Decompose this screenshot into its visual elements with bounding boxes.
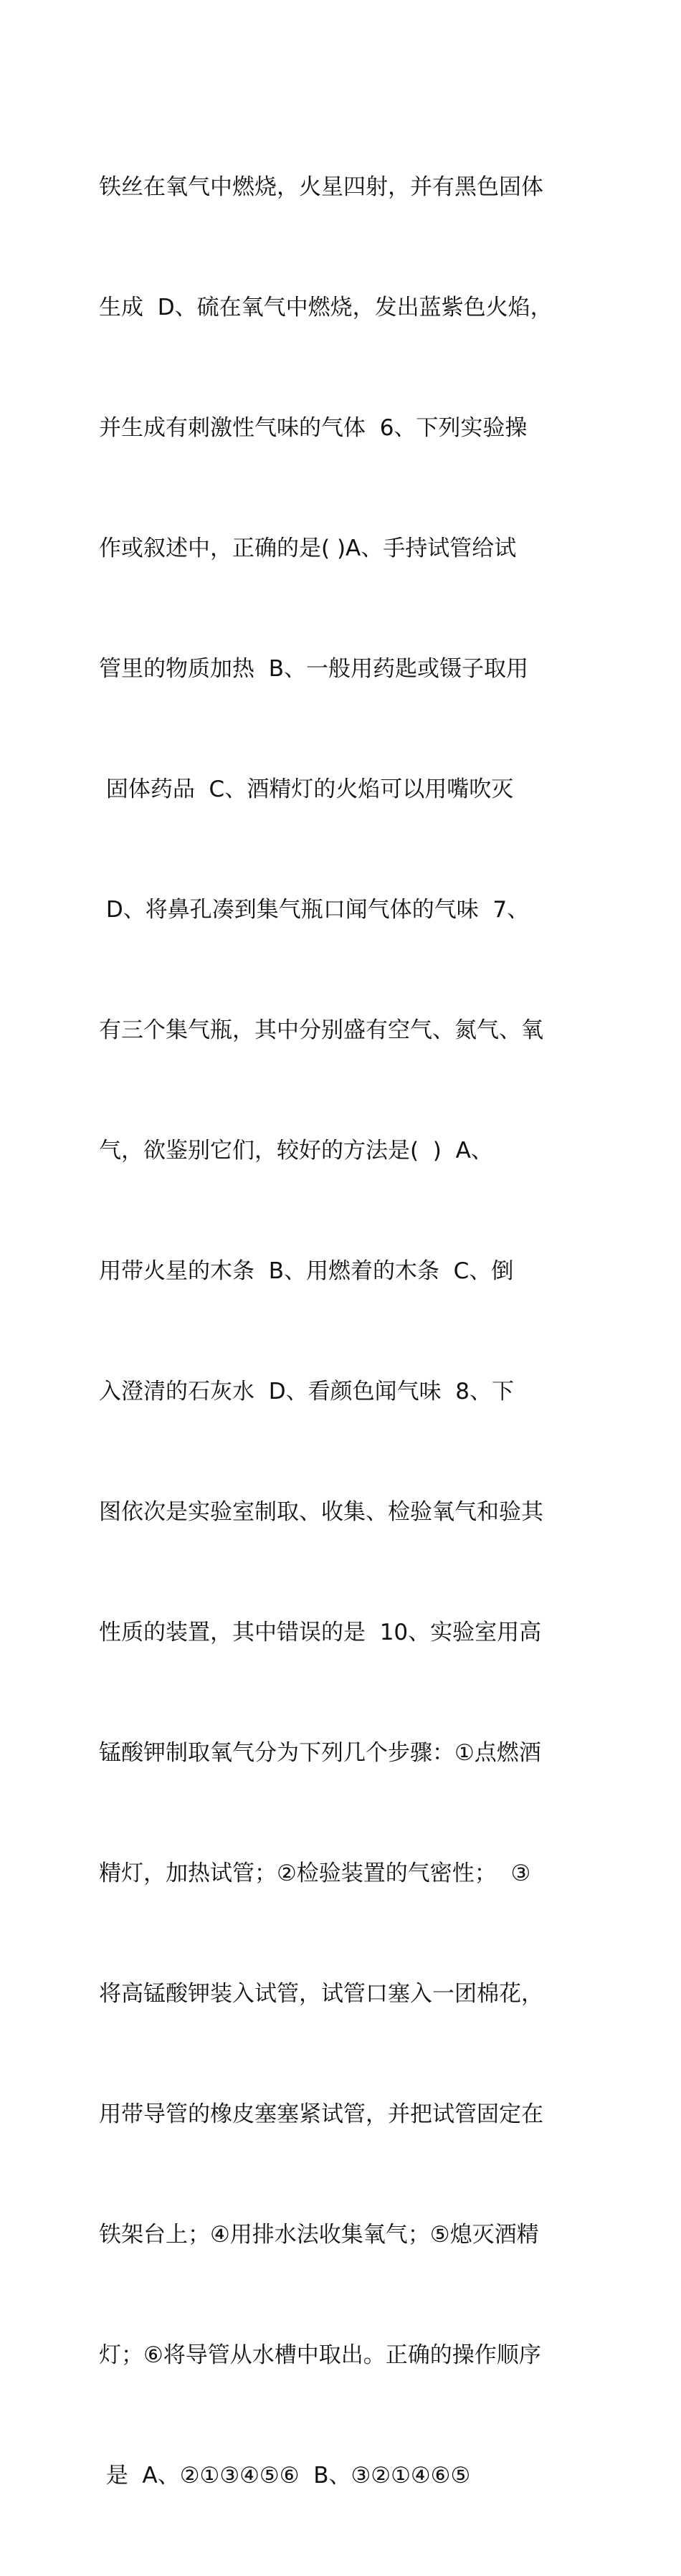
text-line: 气，欲鉴别它们，较好的方法是( ) A、: [99, 1138, 493, 1164]
text-line: 生成 D、硫在氧气中燃烧，发出蓝紫色火焰，: [99, 295, 553, 320]
text-line: 是 A、②①③④⑤⑥ B、③②①④⑥⑤: [99, 2463, 471, 2489]
document-body-text: [99, 87, 594, 2576]
text-line: 铁架台上；④用排水法收集氧气；⑤熄灭酒精: [99, 2222, 539, 2248]
text-line: 管里的物质加热 B、一般用药匙或镊子取用: [99, 656, 528, 682]
text-line: 并生成有刺激性气味的气体 6、下列实验操: [99, 415, 528, 441]
text-line: 入澄清的石灰水 D、看颜色闻气味 8、下: [99, 1379, 515, 1405]
text-line: 固体药品 C、酒精灯的火焰可以用嘴吹灭: [99, 776, 514, 802]
text-line: 有三个集气瓶，其中分别盛有空气、氮气、氧: [99, 1017, 543, 1043]
text-line: 将高锰酸钾装入试管，试管口塞入一团棉花，: [99, 1981, 543, 2007]
text-line: 锰酸钾制取氧气分为下列几个步骤：①点燃酒: [99, 1740, 541, 1766]
text-line: 用带导管的橡皮塞塞紧试管，并把试管固定在: [99, 2101, 543, 2127]
text-line: 灯；⑥将导管从水槽中取出。正确的操作顺序: [99, 2342, 541, 2368]
text-line: 精灯，加热试管；②检验装置的气密性； ③: [99, 1860, 531, 1886]
text-line: 铁丝在氧气中燃烧，火星四射，并有黑色固体: [99, 174, 543, 200]
text-line: D、将鼻孔凑到集气瓶口闻气体的气味 7、: [99, 897, 530, 923]
text-line: 图依次是实验室制取、收集、检验氧气和验其: [99, 1499, 543, 1525]
text-line: 性质的装置，其中错误的是 10、实验室用高: [99, 1620, 542, 1645]
text-line: 作或叙述中，正确的是( )A、手持试管给试: [99, 536, 517, 561]
text-line: 用带火星的木条 B、用燃着的木条 C、倒: [99, 1258, 514, 1284]
